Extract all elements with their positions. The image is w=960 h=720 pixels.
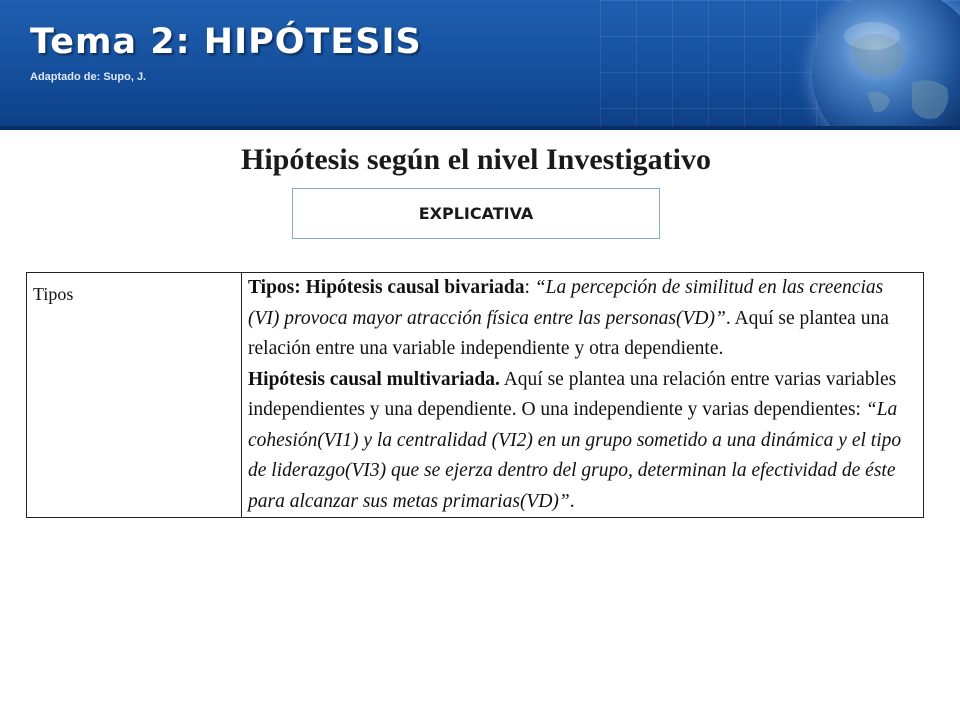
paragraph-bivariada: [248, 273, 917, 365]
paragraph-multivariada: [248, 365, 917, 518]
banner-bottom-rule: [0, 126, 960, 130]
multivariada-end: .: [569, 490, 575, 512]
bivariada-lead: Tipos: Hipótesis causal bivariada: [248, 277, 525, 298]
multivariada-lead: Hipótesis causal multivariada.: [248, 368, 500, 390]
row-body: [242, 273, 924, 518]
section-heading: Hipótesis según el nivel Investigativo: [240, 143, 712, 176]
globe-icon: [812, 0, 960, 130]
bivariada-rest: . Aquí se plantea una relación entre una variable independiente y otra dependiente.: [248, 307, 889, 359]
content-table: [26, 272, 924, 518]
multivariada-rest: Aquí se plantea una relación entre varias variables independientes y una dependiente. O una independiente y varias dependientes:: [248, 368, 897, 420]
table-row: [27, 273, 924, 518]
slide-subtitle: Adaptado de: Supo, J.: [30, 71, 147, 83]
bivariada-colon: :: [524, 277, 535, 298]
bivariada-quote: “La percepción de similitud en las creencias (VI) provoca mayor atracción física entre las personas(VD)”: [248, 277, 884, 329]
multivariada-quote: “La cohesión(VI1) y la centralidad (VI2) en un grupo sometido a una dinámica y el tipo de liderazgo(VI3) que se ejerza dentro del grupo, determinan la efectividad de éste para alcanzar sus metas primarias(VD)”: [248, 399, 902, 512]
row-label: Tipos: [27, 273, 242, 518]
slide-title: Tema 2: HIPÓTESIS: [30, 22, 422, 62]
header-banner: [0, 0, 960, 130]
level-badge: EXPLICATIVA: [292, 188, 660, 239]
